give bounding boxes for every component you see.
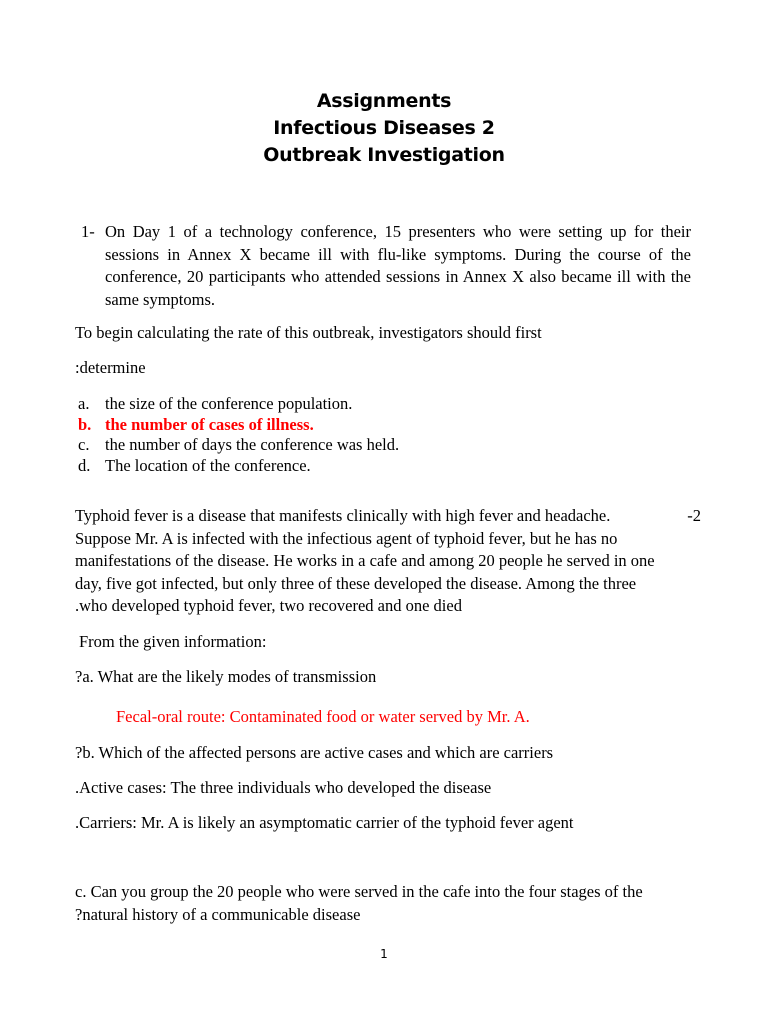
question-2-text <box>75 505 710 618</box>
question-2a: ?a. What are the likely modes of transmission <box>75 667 377 686</box>
question-1 <box>81 221 691 311</box>
question-2-line: day, five got infected, but only three of these developed the disease. Among the three <box>75 573 637 593</box>
option-letter: a. <box>78 394 90 413</box>
title-line-assignments: Assignments <box>316 90 452 112</box>
question-2-number: -2 <box>687 506 701 525</box>
option-text: The location of the conference. <box>105 455 311 475</box>
question-1-text: On Day 1 of a technology conference, 15 presenters who were setting up for their sessions in Annex X became ill with flu-like symptoms. During the course of the conference, 20 participants who attended sessions in Annex X also became ill with the same symptoms. <box>105 222 691 309</box>
answer-2b-carriers: .Carriers: Mr. A is likely an asymptomatic carrier of the typhoid fever agent <box>75 813 574 832</box>
question-2c-line2: ?natural history of a communicable disease <box>75 905 361 924</box>
question-2-line: Suppose Mr. A is infected with the infectious agent of typhoid fever, but he has no <box>75 528 618 548</box>
document-title <box>0 88 768 169</box>
option-text: the number of days the conference was held. <box>105 435 400 454</box>
question-2c-line1: c. Can you group the 20 people who were served in the cafe into the four stages of the <box>75 882 643 901</box>
question-1-prompt: To begin calculating the rate of this outbreak, investigators should first <box>75 323 542 342</box>
option-a <box>78 394 678 415</box>
question-1-prompt-continued: :determine <box>75 358 146 377</box>
option-letter: c. <box>78 435 90 454</box>
question-1-number: 1- <box>81 222 95 241</box>
given-information-label: From the given information: <box>79 632 267 651</box>
option-text: the size of the conference population. <box>105 394 353 413</box>
title-line-course: Infectious Diseases 2 <box>273 117 495 139</box>
option-c <box>78 435 678 456</box>
question-2-line <box>75 505 701 528</box>
title-line-topic: Outbreak Investigation <box>263 144 505 166</box>
option-d <box>78 456 678 477</box>
option-letter: b. <box>78 414 92 434</box>
answer-2b-active-cases: .Active cases: The three individuals who developed the disease <box>75 778 492 797</box>
option-b-correct-answer <box>78 415 678 436</box>
question-2-line: manifestations of the disease. He works in a cafe and among 20 people he served in one <box>75 551 655 571</box>
answer-2a: Fecal-oral route: Contaminated food or water served by Mr. A. <box>116 707 530 726</box>
option-text: the number of cases of illness. <box>105 414 314 434</box>
question-2-line: .who developed typhoid fever, two recovered and one died <box>75 596 462 616</box>
option-letter: d. <box>78 455 91 475</box>
question-2-line-text: Typhoid fever is a disease that manifests clinically with high fever and headache. <box>75 506 611 525</box>
question-2b: ?b. Which of the affected persons are active cases and which are carriers <box>75 743 554 762</box>
question-1-options <box>78 394 678 476</box>
page-number: 1 <box>380 947 388 961</box>
